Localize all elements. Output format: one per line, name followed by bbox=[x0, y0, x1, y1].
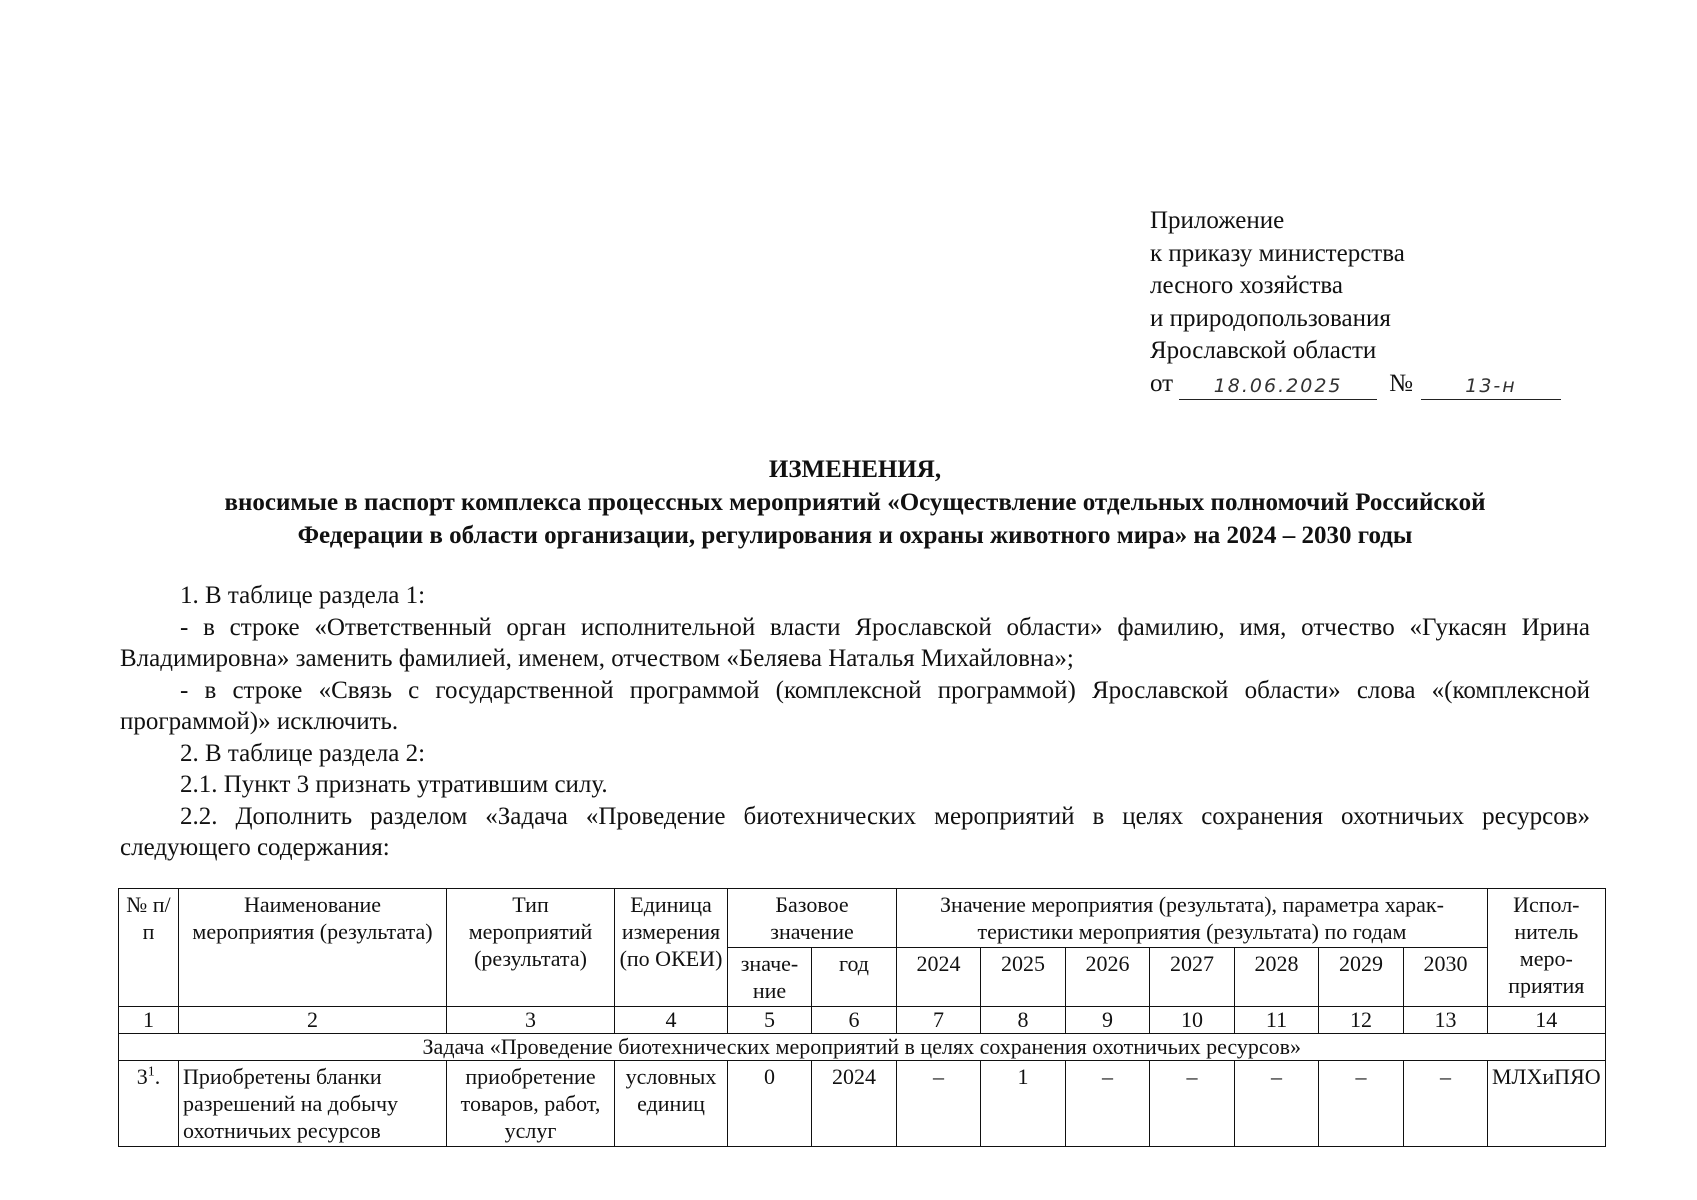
date-label: от bbox=[1150, 369, 1174, 397]
header-year: 2029 bbox=[1319, 948, 1404, 1007]
header-name: Наименование мероприятия (результата) bbox=[179, 889, 447, 1007]
header-year: 2030 bbox=[1404, 948, 1488, 1007]
header-executor: Испол-нитель меро-приятия bbox=[1488, 889, 1606, 1007]
column-number: 13 bbox=[1404, 1007, 1488, 1034]
appendix-header bbox=[1150, 205, 1590, 400]
row-unit: условных единиц bbox=[615, 1061, 728, 1147]
document-title bbox=[120, 453, 1590, 552]
title-subtitle-line: вносимые в паспорт комплекса процессных мероприятий «Осуществление отдельных полномочий Российской bbox=[224, 489, 1486, 516]
row-number-superscript: 1 bbox=[147, 1064, 155, 1080]
row-number bbox=[119, 1061, 179, 1147]
column-number: 6 bbox=[812, 1007, 897, 1034]
handwritten-date: 18.06.2025 bbox=[1179, 373, 1377, 400]
appendix-line: к приказу министерства bbox=[1150, 239, 1405, 267]
row-value-cell: 1 bbox=[981, 1061, 1066, 1147]
title-subtitle-line: Федерации в области организации, регулирования и охраны животного мира» на 2024 – 2030 годы bbox=[297, 522, 1413, 549]
row-executor: МЛХиПЯО bbox=[1488, 1061, 1606, 1147]
column-number: 12 bbox=[1319, 1007, 1404, 1034]
paragraph: 1. В таблице раздела 1: bbox=[180, 582, 426, 609]
measures-table-wrapper bbox=[118, 888, 1606, 1147]
header-values: Значение мероприятия (результата), параметра харак-теристики мероприятия (результата) по годам bbox=[897, 889, 1488, 948]
row-value-cell: – bbox=[897, 1061, 981, 1147]
row-name: Приобретены бланки разрешений на добычу охотничьих ресурсов bbox=[179, 1061, 447, 1147]
column-number: 8 bbox=[981, 1007, 1066, 1034]
paragraph: 2. В таблице раздела 2: bbox=[180, 739, 426, 767]
appendix-line: Ярославской области bbox=[1150, 337, 1377, 364]
row-base-year: 2024 bbox=[812, 1061, 897, 1147]
column-number: 9 bbox=[1066, 1007, 1150, 1034]
header-year: 2027 bbox=[1150, 948, 1235, 1007]
task-row bbox=[119, 1034, 1606, 1061]
handwritten-number: 13-н bbox=[1421, 373, 1561, 400]
column-number: 5 bbox=[728, 1007, 812, 1034]
header-type: Тип мероприятий (результата) bbox=[447, 889, 615, 1007]
header-num: № п/п bbox=[119, 889, 179, 1007]
number-label: № bbox=[1389, 369, 1413, 397]
column-number: 10 bbox=[1150, 1007, 1235, 1034]
column-number: 4 bbox=[615, 1007, 728, 1034]
paragraph: - в строке «Ответственный орган исполнительной власти Ярославской области» фамилию, имя, отчество «Гукасян Ирина Владимировна» заменить фамилией, именем, отчеством «Беляева Наталья Михайловна»; bbox=[120, 613, 1590, 672]
header-base-year: год bbox=[812, 948, 897, 1007]
header-year: 2026 bbox=[1066, 948, 1150, 1007]
header-year: 2024 bbox=[897, 948, 981, 1007]
header-unit: Единица измерения (по ОКЕИ) bbox=[615, 889, 728, 1007]
row-value-cell: – bbox=[1150, 1061, 1235, 1147]
appendix-line: лесного хозяйства bbox=[1150, 272, 1343, 299]
paragraph: 2.2. Дополнить разделом «Задача «Проведение биотехнических мероприятий в целях сохранения охотничьих ресурсов» следующего содержания: bbox=[120, 802, 1590, 861]
table-row bbox=[119, 1061, 1606, 1147]
column-number: 7 bbox=[897, 1007, 981, 1034]
appendix-line: Приложение bbox=[1150, 207, 1285, 234]
paragraph: 2.1. Пункт 3 признать утратившим силу. bbox=[180, 771, 608, 798]
row-value-cell: – bbox=[1319, 1061, 1404, 1147]
date-number-row bbox=[1150, 368, 1590, 401]
document-body bbox=[120, 580, 1590, 864]
row-number-suffix: . bbox=[154, 1064, 161, 1089]
title-main: ИЗМЕНЕНИЯ, bbox=[768, 456, 942, 483]
column-number: 11 bbox=[1235, 1007, 1319, 1034]
column-number: 1 bbox=[119, 1007, 179, 1034]
row-base-value: 0 bbox=[728, 1061, 812, 1147]
appendix-line: и природопользования bbox=[1150, 304, 1391, 332]
measures-table bbox=[118, 888, 1606, 1147]
row-value-cell: – bbox=[1066, 1061, 1150, 1147]
row-type: приобретение товаров, работ, услуг bbox=[447, 1061, 615, 1147]
header-base-value: значе-ние bbox=[728, 948, 812, 1007]
column-number: 14 bbox=[1488, 1007, 1606, 1034]
header-base: Базовое значение bbox=[728, 889, 897, 948]
column-numbers-row bbox=[119, 1007, 1606, 1034]
task-title: Задача «Проведение биотехнических мероприятий в целях сохранения охотничьих ресурсов» bbox=[119, 1034, 1606, 1061]
row-value-cell: – bbox=[1404, 1061, 1488, 1147]
paragraph: - в строке «Связь с государственной программой (комплексной программой) Ярославской области» слова «(комплексной программой)» исключить. bbox=[120, 676, 1590, 735]
row-number-main: 3 bbox=[136, 1064, 148, 1089]
column-number: 3 bbox=[447, 1007, 615, 1034]
header-year: 2028 bbox=[1235, 948, 1319, 1007]
header-year: 2025 bbox=[981, 948, 1066, 1007]
table-header-row bbox=[119, 889, 1606, 948]
row-value-cell: – bbox=[1235, 1061, 1319, 1147]
column-number: 2 bbox=[179, 1007, 447, 1034]
